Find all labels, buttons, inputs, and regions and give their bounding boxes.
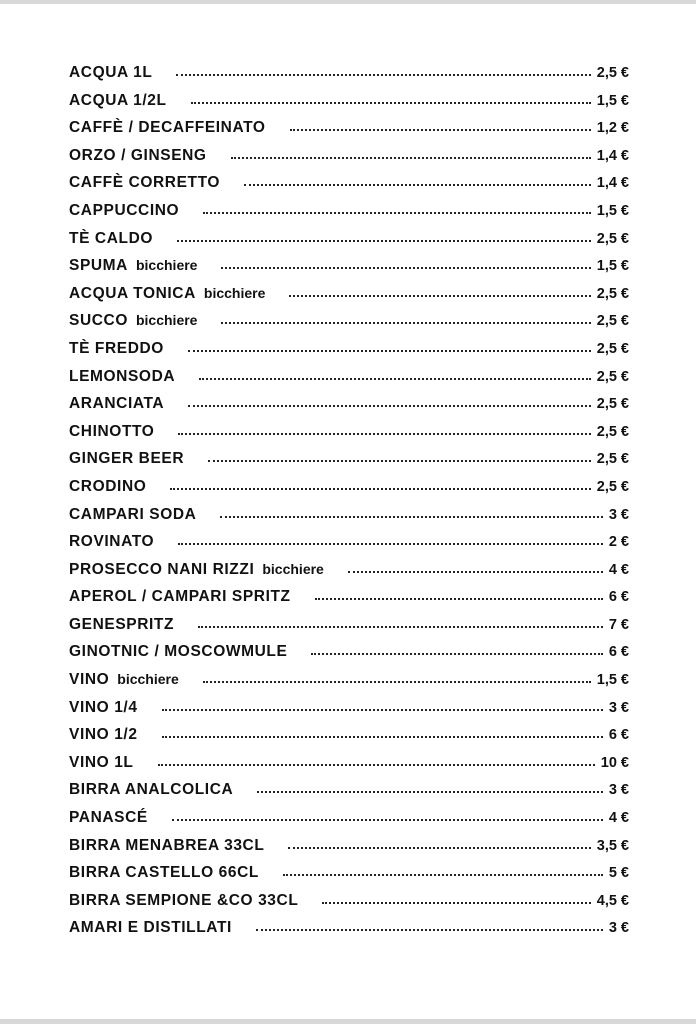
dotted-leader (289, 295, 590, 297)
dotted-leader (290, 129, 591, 131)
page-top-edge (0, 0, 696, 4)
menu-item (69, 257, 629, 285)
dotted-leader (348, 571, 603, 573)
item-name: ACQUA TONICA (69, 284, 196, 302)
dotted-leader (170, 488, 590, 490)
dotted-leader (283, 874, 603, 876)
dotted-leader (177, 240, 591, 242)
item-name: GENESPRITZ (69, 615, 175, 633)
item-price: 4 € (608, 810, 629, 827)
dotted-leader (288, 847, 590, 849)
dotted-leader (256, 929, 603, 931)
item-name: BIRRA SEMPIONE &CO 33CL (69, 891, 299, 909)
dotted-leader (208, 460, 591, 462)
dotted-leader (158, 764, 595, 766)
item-price: 3 € (608, 699, 629, 716)
menu-item (69, 919, 629, 947)
menu-item (69, 506, 629, 534)
menu-item (69, 864, 629, 892)
item-note: bicchiere (135, 257, 198, 274)
item-name: VINO 1/4 (69, 698, 138, 716)
dotted-leader (203, 681, 591, 683)
menu-item (69, 119, 629, 147)
item-name: VINO (69, 671, 110, 689)
item-price: 5 € (608, 865, 629, 882)
dotted-leader (322, 902, 590, 904)
item-price: 3 € (608, 920, 629, 937)
item-price: 4 € (608, 561, 629, 578)
item-price: 6 € (608, 644, 629, 661)
dotted-leader (221, 322, 590, 324)
item-price: 7 € (608, 616, 629, 633)
menu-item (69, 147, 629, 175)
item-price: 3,5 € (596, 837, 629, 854)
item-name: ACQUA 1L (69, 64, 153, 81)
menu-item (69, 588, 629, 616)
menu-item (69, 174, 629, 202)
dotted-leader (172, 819, 603, 821)
item-price: 2,5 € (596, 340, 629, 357)
menu-item (69, 312, 629, 340)
item-price: 10 € (600, 754, 629, 771)
item-name: GINOTNIC / MOSCOWMULE (69, 643, 288, 661)
dotted-leader (203, 212, 591, 214)
item-name: TÈ CALDO (69, 229, 154, 247)
menu-item (69, 561, 629, 589)
dotted-leader (221, 267, 590, 269)
menu-item (69, 781, 629, 809)
menu-item (69, 892, 629, 920)
menu-item (69, 726, 629, 754)
menu-item (69, 230, 629, 258)
menu-item (69, 423, 629, 451)
menu-item (69, 533, 629, 561)
menu-item (69, 202, 629, 230)
dotted-leader (231, 157, 591, 159)
item-price: 3 € (608, 782, 629, 799)
menu-item (69, 340, 629, 368)
item-name: BIRRA ANALCOLICA (69, 781, 234, 799)
item-name: GINGER BEER (69, 450, 185, 468)
dotted-leader (176, 74, 590, 76)
item-name: PROSECCO NANI RIZZI (69, 560, 255, 578)
menu-item (69, 616, 629, 644)
menu-item (69, 837, 629, 865)
item-price: 3 € (608, 506, 629, 523)
item-price: 1,4 € (596, 147, 629, 164)
item-name: CRODINO (69, 477, 147, 495)
menu-item (69, 64, 629, 92)
menu-item (69, 395, 629, 423)
menu-item (69, 754, 629, 782)
dotted-leader (188, 350, 591, 352)
item-name: AMARI E DISTILLATI (69, 919, 232, 937)
dotted-leader (198, 626, 603, 628)
item-name: CHINOTTO (69, 422, 155, 440)
item-name: BIRRA CASTELLO 66CL (69, 864, 259, 882)
dotted-leader (199, 378, 591, 380)
dotted-leader (257, 791, 603, 793)
dotted-leader (311, 653, 602, 655)
dotted-leader (178, 433, 590, 435)
item-name: CAPPUCCINO (69, 201, 180, 219)
item-name: APEROL / CAMPARI SPRITZ (69, 588, 291, 606)
item-note: bicchiere (203, 284, 266, 301)
item-price: 2,5 € (596, 451, 629, 468)
item-price: 2,5 € (596, 65, 629, 81)
menu-item (69, 450, 629, 478)
item-name: ARANCIATA (69, 395, 165, 413)
item-price: 6 € (608, 727, 629, 744)
item-name: TÈ FREDDO (69, 339, 164, 357)
item-name: BIRRA MENABREA 33CL (69, 836, 265, 854)
item-name: ORZO / GINSENG (69, 146, 207, 164)
item-price: 1,5 € (596, 672, 629, 689)
item-name: CAFFÈ CORRETTO (69, 174, 221, 192)
item-price: 2,5 € (596, 313, 629, 330)
menu-item (69, 368, 629, 396)
item-note: bicchiere (117, 671, 179, 688)
dotted-leader (162, 709, 603, 711)
menu-item (69, 643, 629, 671)
item-price: 2,5 € (596, 396, 629, 413)
page-bottom-edge (0, 1019, 696, 1024)
price-list (69, 64, 629, 947)
item-name: VINO 1L (69, 753, 134, 771)
dotted-leader (188, 405, 591, 407)
dotted-leader (315, 598, 603, 600)
item-price: 4,5 € (596, 892, 629, 909)
item-price: 6 € (608, 589, 629, 606)
menu-item (69, 478, 629, 506)
dotted-leader (178, 543, 603, 545)
item-name: CAMPARI SODA (69, 505, 197, 523)
item-name: SUCCO (69, 312, 128, 330)
item-note: bicchiere (135, 312, 198, 329)
item-name: ACQUA 1/2L (69, 91, 167, 109)
item-price: 2,5 € (596, 285, 629, 302)
item-price: 2,5 € (596, 230, 629, 247)
menu-item (69, 285, 629, 313)
menu-item (69, 671, 629, 699)
dotted-leader (162, 736, 603, 738)
item-name: SPUMA (69, 257, 128, 275)
menu-item (69, 92, 629, 120)
item-name: CAFFÈ / DECAFFEINATO (69, 119, 266, 137)
item-note: bicchiere (262, 560, 324, 577)
item-price: 2,5 € (596, 368, 629, 385)
item-price: 1,4 € (596, 175, 629, 192)
dotted-leader (191, 102, 591, 104)
item-price: 1,2 € (596, 120, 629, 137)
item-price: 2,5 € (596, 423, 629, 440)
item-price: 1,5 € (596, 258, 629, 275)
item-name: PANASCÉ (69, 809, 148, 827)
item-name: ROVINATO (69, 533, 155, 551)
item-name: VINO 1/2 (69, 726, 138, 744)
item-price: 2 € (608, 534, 629, 551)
dotted-leader (244, 184, 591, 186)
menu-item (69, 809, 629, 837)
menu-item (69, 699, 629, 727)
item-price: 2,5 € (596, 478, 629, 495)
item-price: 1,5 € (596, 92, 629, 109)
item-name: LEMONSODA (69, 367, 176, 385)
item-price: 1,5 € (596, 202, 629, 219)
dotted-leader (220, 516, 602, 518)
